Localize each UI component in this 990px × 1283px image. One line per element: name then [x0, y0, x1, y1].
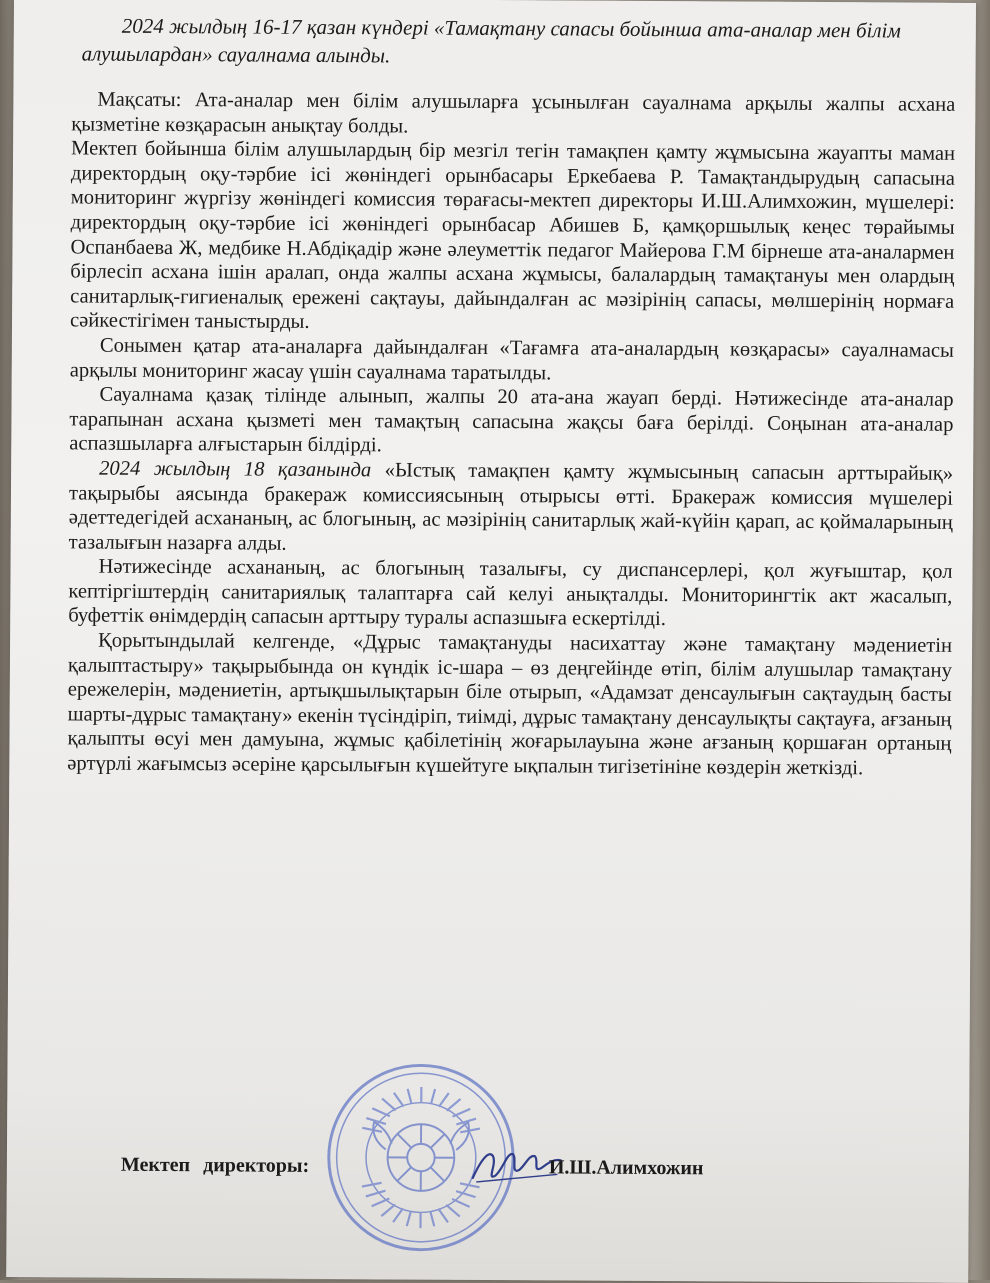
- document-heading: 2024 жылдың 16-17 қазан күндері «Тамақтану сапасы бойынша ата-аналар мен білім алушылардан» сауалнама алынды.: [81, 13, 901, 68]
- paragraph-conclusion: Қорытындылай келгенде, «Дұрыс тамақтануды насихаттау және тамақтану мәдениетін қалыптастыру» тақырыбында он күндік іс-шара – өз деңгейінде өтіп, білім алушылар тамақтану ережелерін, мәдениетін, артықшылықтарын біле отырып, «Адамзат денсаулығын сақтаудың басты шарты-дұрыс тамақтану» екенін түсіндіріп, тиімді, дұрыс тамақтану денсаулықты сақтауға, ағзаның қалыпты өсуі мен дамуына, жұмыс қабілетінің жоғарылауына және ағзаның қоршаған ортаның әртүрлі жағымсыз әсеріне қарсылығын күшейтуге ықпалын тигізетініне көздерін жеткізді.: [67, 629, 953, 780]
- signature-name: И.Ш.Алимхожин: [548, 1156, 704, 1180]
- signature-block: [7, 1141, 969, 1207]
- paragraph-survey-results: Сауалнама қазақ тілінде алынып, жалпы 20 ата-ана жауап берді. Нәтижесінде ата-аналар тарапынан асхана қызметі мен тамақтың сапасына жақсы баға берілді. Соңынан ата-аналар аспазшыларға алғыстарын білдірді.: [69, 383, 954, 457]
- paragraph-responsible: Мектеп бойынша білім алушылардың бір мезгіл тегін тамақпен қамту жұмысына жауапты маман директордың оқу-тәрбие ісі жөніндегі орынбасары Еркебаева Р. Тамақтандырудың сапасына мониторинг жүргізу жөніндегі комиссия төрағасы-мектеп директоры И.Ш.Алимхожин, мүшелері: директордың оқу-тәрбие ісі жөніндегі орынбасар Абишев Б, қамқоршылық кеңес төрайымы Оспанбаева Ж, медбике Н.Абдіқадір және әлеуметтік педагог Майерова Г.М бірнеше ата-аналармен бірлесіп асхана ішін аралап, онда жалпы асхана жұмысы, балалардың тамақтануы мен олардың санитарлық-гигиеналық ережені сақтауы, дайындалған ас мәзірінің сапасы, мөлшерінің нормаға сәйкестігімен таныстырды.: [69, 137, 956, 334]
- paragraph-results: Нәтижесінде асхананың, ас блогының тазалығы, су диспансерлері, қол жуғыштар, қол кептіргіштердің санитариялық талаптарға сай келуі анықталды. Мониторингтік акт жасалып, буфеттік өнімдердің сапасын арттыру туралы аспазшыға ескертілді.: [68, 555, 953, 631]
- paragraph-goal: Мақсаты: Ата-аналар мен білім алушыларға ұсынылған сауалнама арқылы жалпы асхана қызметіне көзқарасын анықтау болды.: [71, 88, 956, 138]
- meeting-date: 2024 жылдың 18 қазанында: [99, 457, 372, 482]
- document-body: [67, 11, 956, 781]
- paragraph-survey: Сонымен қатар ата-аналарға дайындалған «Тағамға ата-аналардың көзқарасы» сауалнамасы арқылы мониторинг жасау үшін сауалнама таратылды.: [69, 334, 954, 384]
- signature-role: Мектеп директоры:: [120, 1153, 310, 1177]
- meeting-description: «Ыстық тамақпен қамту жұмысының сапасын арттырайық» тақырыбы аясында бракераж комиссиясының отырысы өтті. Бракераж комиссия мүшелері әдеттедегідей асхананың, ас блогының, ас мәзірінің санитарлық жай-күйін қарап, ас қоймаларының тазалығын назарға алды.: [68, 459, 954, 555]
- document-page: [6, 0, 976, 1283]
- paragraph-brakerazh: [69, 456, 954, 560]
